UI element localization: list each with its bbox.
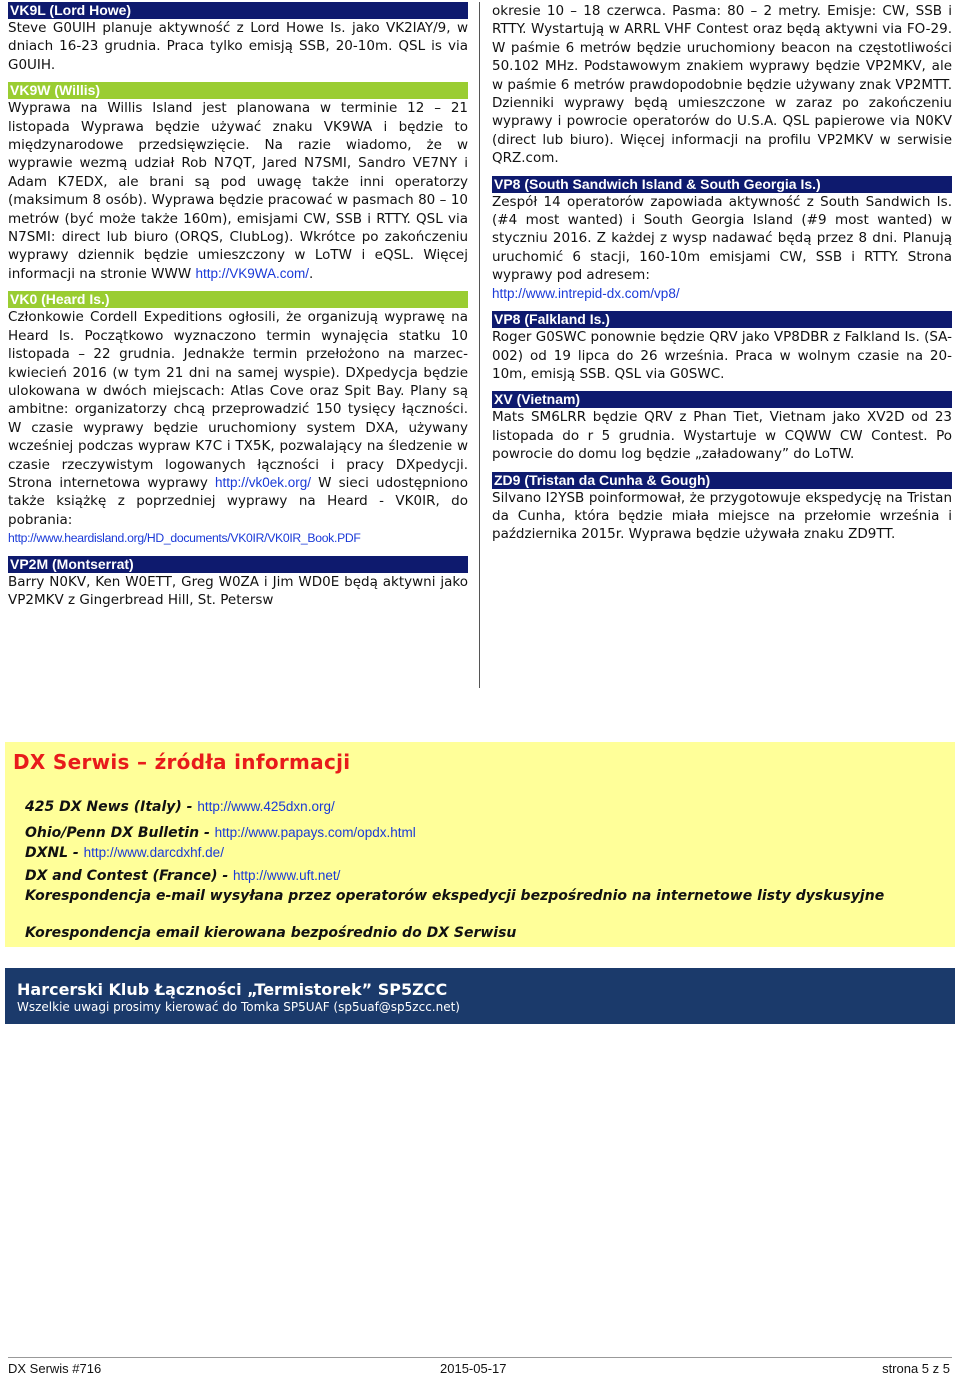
source-name: DXNL - xyxy=(25,845,84,861)
club-banner xyxy=(5,968,955,1024)
body-text: . xyxy=(309,265,314,282)
section-vk9w xyxy=(8,82,468,283)
source-item xyxy=(25,867,925,885)
footer-issue: DX Serwis #716 xyxy=(8,1361,102,1376)
section-vp8-south-sandwich xyxy=(492,176,952,303)
section-body: okresie 10 – 18 czerwca. Pasma: 80 – 2 metry. Emisje: CW, SSB i RTTY. Wystartują w ARRL VHF Contest oraz będą aktywni via FO-29. W paśmie 6 metrów będzie uruchomiony beacon na częstotliwości 50.102 MHz. Podstawowym znakiem wyprawy będzie VP2MKV, ale w paśmie 6 metrów prawdopodobnie będzie używany znak VP2MTT. Dzienniki wyprawy będą umieszczone w zaraz po zakończeniu wyprawy i powrocie operatorów do U.S.A. QSL papierowe via N0KV (direct lub biuro). Więcej informacji na profilu VP2MKV w serwisie QRZ.com. xyxy=(492,3,952,167)
section-vp2m xyxy=(8,556,468,610)
source-note: Korespondencja email kierowana bezpośrednio do DX Serwisu xyxy=(25,925,517,941)
section-title: VP8 (Falkland Is.) xyxy=(492,311,952,328)
section-body xyxy=(492,193,952,303)
body-text: W sieci udostępniono także książkę z poprzedniej wyprawy na Heard - VK0IR, do pobrania: xyxy=(8,474,468,528)
section-body: Barry N0KV, Ken W0ETT, Greg W0ZA i Jim WD0E będą aktywni jako VP2MKV z Gingerbread Hill, St. Petersw xyxy=(8,573,468,608)
section-zd9 xyxy=(492,472,952,544)
section-title: XV (Vietnam) xyxy=(492,391,952,408)
section-title: VP2M (Montserrat) xyxy=(8,556,468,573)
section-vk9l xyxy=(8,2,468,74)
section-body: Steve G0UIH planuje aktywność z Lord Howe Is. jako VK2IAY/9, w dniach 16-23 grudnia. Praca tylko emisją SSB, 20-10m. QSL is via G0UIH. xyxy=(8,20,468,73)
vk0ir-book-link[interactable]: http://www.heardisland.org/HD_documents/VK0IR/VK0IR_Book.PDF xyxy=(8,531,361,546)
source-item xyxy=(25,798,925,816)
club-name: Harcerski Klub Łączności „Termistorek” SP5ZCC xyxy=(17,980,448,999)
section-title: VP8 (South Sandwich Island & South Georgia Is.) xyxy=(492,176,952,193)
right-column xyxy=(492,2,952,552)
section-title: VK9L (Lord Howe) xyxy=(8,2,468,19)
vk9wa-link[interactable]: http://VK9WA.com/ xyxy=(195,265,310,281)
footer-page: strona 5 z 5 xyxy=(882,1361,950,1376)
section-body: Silvano I2YSB poinformował, że przygotowuje ekspedycję na Tristan da Cunha, która będzie miała miejsce na przełomie września i października 2015r. Wyprawa będzie używała znaku ZD9TT. xyxy=(492,489,952,543)
source-note: Korespondencja e-mail wysyłana przez operatorów ekspedycji bezpośrednio na internetowe listy dyskusyjne xyxy=(25,888,885,904)
footer-date: 2015-05-17 xyxy=(440,1361,507,1376)
section-title: ZD9 (Tristan da Cunha & Gough) xyxy=(492,472,952,489)
source-link[interactable]: http://www.uft.net/ xyxy=(233,868,341,883)
section-body xyxy=(8,308,468,547)
section-body: Mats SM6LRR będzie QRV z Phan Tiet, Vietnam jako XV2D od 23 listopada do r 5 grudnia. Wystartuje w CQWW CW Contest. Po powrocie do domu log będzie „załadowany” do LoTW. xyxy=(492,409,952,463)
body-text: Zespół 14 operatorów zapowiada aktywność z South Sandwich Is. (#4 most wanted) i South Georgia Island (#9 most wanted) w styczniu 2016. Z każdej z wysp nadawać będą przez 8 dni. Planują uruchomić 6 stacji, 160-10m emisjami CW, SSB i RTTY. Strona wyprawy pod adresem: xyxy=(492,193,952,284)
section-body: Roger G0SWC ponownie będzie QRV jako VP8DBR z Falkland Is. (SA-002) od 19 lipca do 26 września. Praca w wolnym czasie na 20-10m, emisją SSB. QSL via G0SWC. xyxy=(492,329,952,382)
section-vp2m-continued xyxy=(492,2,952,168)
source-link[interactable]: http://www.darcdxhf.de/ xyxy=(83,845,224,860)
source-name: DX and Contest (France) - xyxy=(25,868,234,884)
body-text: Wyprawa na Willis Island jest planowana w terminie 12 – 21 listopada Wyprawa będzie używać znaku VK9WA i będzie to międzynarodowe przedsięwzięcie. Na razie wiadomo, że w wyprawie wezmą udział Rob N7QT, Jared N7SMI, Sandro VE7NY i Adam K7EDX, ale brani są pod uwagę także inni operatorzy (maksimum 8 osób). Wyprawa będzie pracować w pasmach 80 – 10 metrów (być może także 160m), emisjami CW, SSB i RTTY. QSL via N7SMI: direct lub biuro (ORQS, ClubLog). Wkrótce po zakończeniu wyprawy dziennik będzie umieszczony w LoTW i eQSL. Więcej informacji na stronie WWW xyxy=(8,100,468,282)
sources-box xyxy=(5,742,955,947)
vk0ek-link[interactable]: http://vk0ek.org/ xyxy=(214,474,312,490)
left-column xyxy=(8,2,468,617)
source-item xyxy=(25,824,925,842)
section-xv xyxy=(492,391,952,463)
source-link[interactable]: http://www.papays.com/opdx.html xyxy=(214,825,416,840)
footer-divider xyxy=(8,1357,952,1358)
section-vk0 xyxy=(8,291,468,547)
column-divider xyxy=(479,2,480,688)
source-item xyxy=(25,844,925,862)
section-title: VK0 (Heard Is.) xyxy=(8,291,468,308)
sources-title: DX Serwis – źródła informacji xyxy=(13,750,351,774)
club-contact-note: Wszelkie uwagi prosimy kierować do Tomka SP5UAF (sp5uaf@sp5zcc.net) xyxy=(17,1000,460,1014)
source-name: Ohio/Penn DX Bulletin - xyxy=(25,825,215,841)
source-link[interactable]: http://www.425dxn.org/ xyxy=(197,799,335,814)
intrepid-dx-link[interactable]: http://www.intrepid-dx.com/vp8/ xyxy=(492,285,680,301)
body-text: Członkowie Cordell Expeditions ogłosili, że organizują wyprawę na Heard Is. Początkowo wyznaczono termin wynajęcia statku 10 listopada – 22 grudnia. Jednakże termin przełożono na marzec-kwiecień 2016 (w tym 21 dni na samej wyspie). DXpedycja będzie ulokowana w dwóch miejscach: Atlas Cove oraz Spit Bay. Plany są ambitne: organizatorzy chcą przeprowadzić 150 tysięcy łączności. W czasie wyprawy będzie uruchomiony system DXA, używany wcześniej podczas wypraw K7C i TX5K, pozwalający na śledzenie w czasie rzeczywistym logowanych łączności i pracy DXpedycji. Strona internetowa wyprawy xyxy=(8,309,468,491)
section-title: VK9W (Willis) xyxy=(8,82,468,99)
section-vp8-falkland xyxy=(492,311,952,383)
section-body xyxy=(8,99,468,283)
source-name: 425 DX News (Italy) - xyxy=(25,799,198,815)
